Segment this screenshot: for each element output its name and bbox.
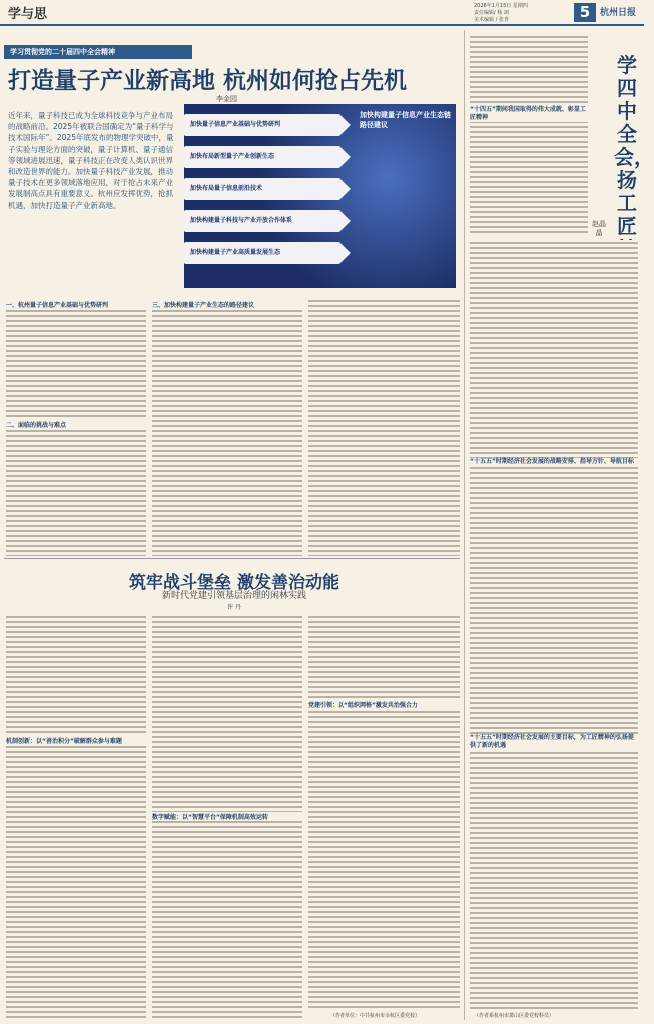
article2-section-heading: 党建引领：以“组织网格”激发共治强合力 (308, 700, 460, 709)
infographic-item: 加快布局量子信息前沿技术 (184, 178, 340, 200)
article1-section-heading: 一、杭州量子信息产业基础与优势研判 (6, 300, 146, 309)
infographic-item: 加快构建量子产业高质量发展生态 (184, 242, 340, 264)
article2-section-heading: 机制创新：以“善治积分”破解群众参与难题 (6, 736, 146, 745)
infographic-item: 加快布局新型量子产业创新生态 (184, 146, 340, 168)
page-number: 5 (574, 3, 596, 22)
infographic-image (184, 104, 456, 288)
article2-column-3 (308, 614, 460, 1010)
sidebar-section-heading: “十五五”时期经济社会发展的战略安排、指导方针、导航目标 (470, 458, 638, 466)
section-title: 学与思 (8, 7, 48, 22)
article1-section-heading: 二、面临的挑战与难点 (6, 420, 146, 429)
topic-banner: 学习贯彻党的二十届四中全会精神 (4, 45, 192, 59)
infographic-item: 加快量子信息产业基础与优势研判 (184, 114, 340, 136)
sidebar-section-heading: “十四五”期间我国取得的伟大成就、彰显工匠精神 (470, 106, 588, 122)
sidebar-headline: 学四中全会，扬工匠 (614, 53, 654, 238)
sidebar-author: 赵晶晶 (592, 220, 606, 237)
sidebar-column-top (470, 34, 588, 234)
article1-column-3 (308, 298, 460, 556)
article2-column-1 (6, 614, 146, 1018)
editor-credit: 责任编辑/ 杨 翊 (474, 10, 509, 16)
article1-column-2 (152, 298, 302, 556)
column-rule (464, 30, 465, 1020)
designer-credit: 美术编辑 / 张青 (474, 17, 509, 23)
issue-date: 2026年1月15日 星期四 (474, 3, 528, 9)
article1-lead: 近年来，量子科技已成为全球科技竞争与产业布局的战略前沿。2025年被联合国确定为“量子科学与技术国际年”。2025年底发布的物理学突破中，量子实验与理论方面的突破，量子计算机、量子通信等领域进展迅速，量子科技正在改变人类认识世界和改造世界的能力。加快量子科技产业发展，推动量子技术在更多领域落地应用，对于抢占未来产业发展制高点具有重要意义。杭州应发挥优势，抢抓机遇，加快打造量子产业新高地。 (8, 111, 174, 210)
sidebar-section-heading: “十五五”时期经济社会发展的主要目标，为工匠精神的弘扬提供了新的机遇 (470, 734, 638, 750)
article-divider (4, 558, 460, 559)
infographic-item: 加快构建量子科技与产业开放合作体系 (184, 210, 340, 232)
article1-section-heading: 三、加快构建量子产业生态的路径建议 (152, 300, 302, 309)
sidebar-column (470, 240, 638, 1010)
paper-logo: 杭州日报 (600, 8, 637, 18)
article2-footer: （作者单位：中共杭州市余杭区委党校） (330, 1013, 421, 1019)
article2-section-heading: 数字赋能：以“智慧平台”保障机制高效运转 (152, 812, 302, 821)
article1-author: 李金园 (216, 95, 237, 103)
article2-headline: 筑牢战斗堡垒 激发善治动能 (129, 573, 339, 593)
article1-headline: 打造量子产业新高地 杭州如何抢占先机 (8, 68, 408, 94)
issue-meta (474, 3, 528, 24)
article2-subtitle: 新时代党建引领基层治理的闲林实践 (161, 591, 306, 601)
infographic-title: 加快构建量子信息产业生态链路径建议 (360, 111, 451, 129)
sidebar-footer: （作者系杭州市萧山区委党校科员） (474, 1013, 555, 1019)
article2-author: 许 丹 (227, 604, 241, 611)
page-header (0, 0, 644, 26)
